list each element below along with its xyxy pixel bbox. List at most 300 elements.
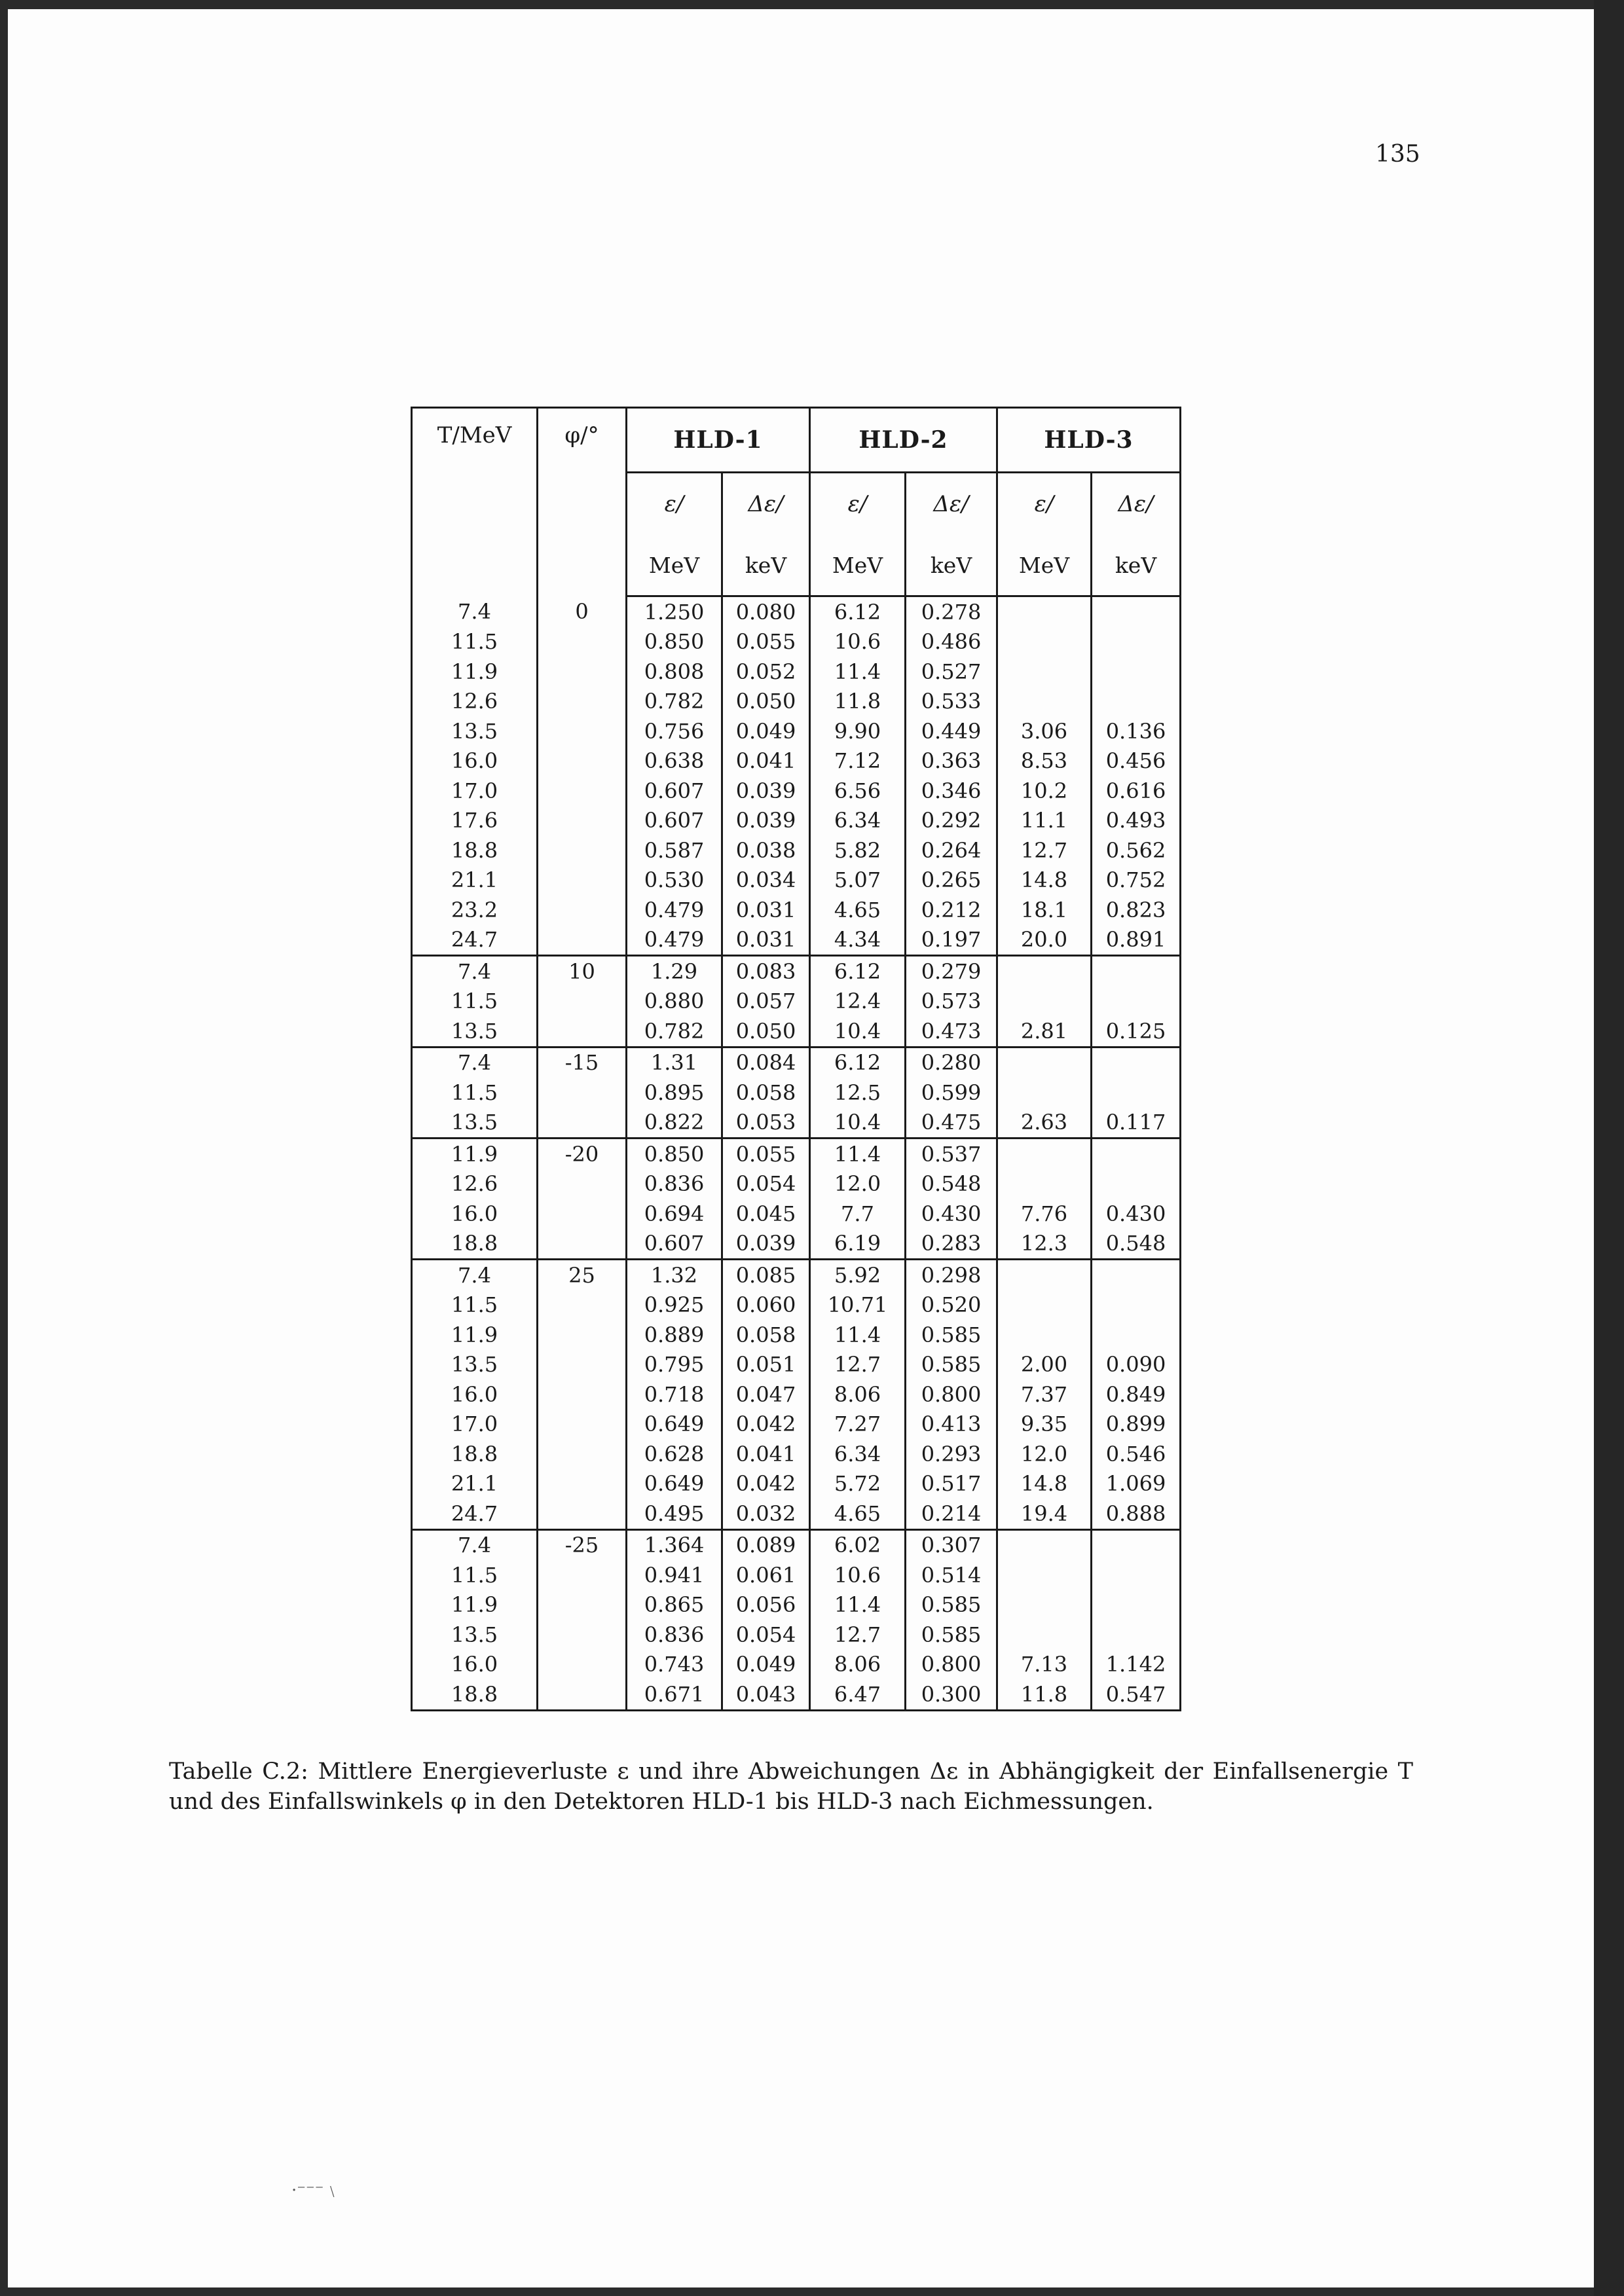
cell-hld3-eps: [997, 1047, 1092, 1078]
cell-hld1-deps: 0.084: [722, 1047, 810, 1078]
cell-hld3-eps: [997, 1290, 1092, 1321]
cell-hld3-eps: [997, 657, 1092, 687]
cell-hld1-deps: 0.042: [722, 1410, 810, 1440]
cell-hld1-eps: 0.649: [627, 1469, 722, 1499]
cell-hld1-eps: 0.756: [627, 716, 722, 746]
cell-hld3-eps: 11.1: [997, 806, 1092, 836]
cell-hld3-eps: 9.35: [997, 1410, 1092, 1440]
cell-hld3-eps: 12.7: [997, 835, 1092, 866]
table-row: [412, 866, 1181, 896]
cell-hld1-deps: 0.055: [722, 627, 810, 657]
cell-t-energy: 16.0: [451, 748, 498, 774]
cell-hld3-eps: [997, 987, 1092, 1017]
cell-hld1-deps: 0.058: [722, 1320, 810, 1350]
table-row: [412, 1016, 1181, 1047]
cell-hld3-eps: [997, 1320, 1092, 1350]
cell-hld3-eps: 20.0: [997, 925, 1092, 956]
cell-t-energy: 21.1: [451, 867, 498, 893]
cell-hld3-deps: 0.616: [1092, 776, 1181, 806]
cell-t-energy: 13.5: [451, 1352, 498, 1377]
cell-hld3-eps: [997, 596, 1092, 627]
cell-hld3-deps: [1092, 1047, 1181, 1078]
cell-hld1-eps: 0.649: [627, 1410, 722, 1440]
cell-hld2-eps: 5.72: [810, 1469, 906, 1499]
cell-hld3-eps: [997, 1590, 1092, 1620]
cell-phi-angle: [538, 1229, 627, 1260]
cell-hld1-deps: 0.089: [722, 1529, 810, 1560]
cell-hld3-deps: 0.090: [1092, 1350, 1181, 1380]
cell-hld3-deps: 1.142: [1092, 1650, 1181, 1680]
cell-phi-angle: -25: [538, 1529, 627, 1560]
cell-phi-angle: [538, 1350, 627, 1380]
header-unit: MeV: [810, 535, 906, 596]
cell-hld2-deps: 0.585: [906, 1620, 997, 1650]
cell-hld1-eps: 0.895: [627, 1078, 722, 1108]
cell-hld3-eps: [997, 627, 1092, 657]
cell-hld2-deps: 0.800: [906, 1379, 997, 1410]
table-row: [412, 746, 1181, 776]
header-hld1: HLD-1: [627, 408, 810, 473]
cell-hld2-eps: 8.06: [810, 1650, 906, 1680]
cell-phi-angle: -20: [538, 1139, 627, 1169]
cell-hld3-eps: 2.63: [997, 1108, 1092, 1139]
cell-phi-angle: [538, 716, 627, 746]
cell-hld1-deps: 0.050: [722, 1016, 810, 1047]
cell-t-energy: 17.0: [451, 1412, 498, 1437]
cell-t-energy: 11.5: [451, 629, 498, 655]
cell-hld2-eps: 7.7: [810, 1199, 906, 1229]
cell-hld1-deps: 0.060: [722, 1290, 810, 1321]
cell-hld3-eps: 12.3: [997, 1229, 1092, 1260]
cell-phi-angle: [538, 806, 627, 836]
cell-phi-angle: [538, 895, 627, 925]
table-row: [412, 1469, 1181, 1499]
cell-hld1-eps: 0.628: [627, 1439, 722, 1469]
table-row: [412, 1650, 1181, 1680]
cell-t-energy: 18.8: [451, 1681, 498, 1707]
cell-hld1-eps: 0.479: [627, 895, 722, 925]
cell-hld1-eps: 0.718: [627, 1379, 722, 1410]
cell-hld2-deps: 0.280: [906, 1047, 997, 1078]
cell-hld2-deps: 0.293: [906, 1439, 997, 1469]
cell-hld3-eps: 19.4: [997, 1499, 1092, 1529]
cell-t-energy: 17.6: [451, 808, 498, 833]
table-row: [412, 895, 1181, 925]
cell-phi-angle: [538, 1016, 627, 1047]
header-unit: MeV: [997, 535, 1092, 596]
cell-hld3-deps: 0.562: [1092, 835, 1181, 866]
cell-hld1-deps: 0.039: [722, 1229, 810, 1260]
header-phi-angle: φ/°: [538, 408, 627, 596]
cell-hld3-deps: 0.117: [1092, 1108, 1181, 1139]
cell-hld2-eps: 11.4: [810, 657, 906, 687]
cell-hld1-eps: 0.671: [627, 1679, 722, 1710]
header-symbol: Δε/: [1092, 473, 1181, 536]
cell-hld2-deps: 0.449: [906, 716, 997, 746]
cell-hld1-eps: 0.880: [627, 987, 722, 1017]
cell-hld3-eps: [997, 1529, 1092, 1560]
cell-t-energy: 13.5: [451, 1110, 498, 1135]
table-row: [412, 1529, 1181, 1560]
cell-hld2-eps: 5.07: [810, 866, 906, 896]
table-row: [412, 1199, 1181, 1229]
cell-hld3-eps: 14.8: [997, 866, 1092, 896]
cell-hld1-eps: 0.607: [627, 1229, 722, 1260]
cell-hld2-deps: 0.214: [906, 1499, 997, 1529]
cell-hld2-deps: 0.527: [906, 657, 997, 687]
cell-phi-angle: [538, 1108, 627, 1139]
table-caption: Tabelle C.2: Mittlere Energieverluste ε und ihre Abweichungen Δε in Abhängigkeit der Einfallsenergie T und des Einfallswinkels φ in den Detektoren HLD-1 bis HLD-3 nach Eichmessungen.: [169, 1758, 1413, 1815]
cell-hld2-deps: 0.585: [906, 1320, 997, 1350]
cell-phi-angle: [538, 687, 627, 717]
cell-hld3-eps: [997, 1620, 1092, 1650]
cell-hld1-deps: 0.032: [722, 1499, 810, 1529]
cell-hld3-eps: [997, 1139, 1092, 1169]
cell-hld1-deps: 0.031: [722, 895, 810, 925]
header-unit: keV: [722, 535, 810, 596]
cell-t-energy: 16.0: [451, 1381, 498, 1407]
cell-phi-angle: [538, 627, 627, 657]
cell-hld3-deps: [1092, 987, 1181, 1017]
table-row: [412, 1679, 1181, 1710]
cell-hld2-deps: 0.537: [906, 1139, 997, 1169]
scan-mark: ·⁻⁻⁻﹨: [291, 2181, 341, 2200]
table-row: [412, 1620, 1181, 1650]
table-row: [412, 1290, 1181, 1321]
cell-hld1-deps: 0.053: [722, 1108, 810, 1139]
cell-hld3-deps: 0.899: [1092, 1410, 1181, 1440]
cell-hld3-deps: 0.546: [1092, 1439, 1181, 1469]
cell-hld2-eps: 12.5: [810, 1078, 906, 1108]
cell-hld2-eps: 10.4: [810, 1108, 906, 1139]
cell-t-energy: 7.4: [412, 1260, 538, 1290]
cell-t-energy: 13.5: [451, 1018, 498, 1044]
header-symbol: ε/: [627, 473, 722, 536]
cell-hld1-deps: 0.080: [722, 596, 810, 627]
cell-hld1-deps: 0.041: [722, 746, 810, 776]
table-row: [412, 1078, 1181, 1108]
cell-hld1-eps: 0.808: [627, 657, 722, 687]
cell-hld2-deps: 0.514: [906, 1560, 997, 1590]
cell-hld1-eps: 0.530: [627, 866, 722, 896]
cell-hld1-eps: 0.941: [627, 1560, 722, 1590]
cell-hld3-deps: 0.888: [1092, 1499, 1181, 1529]
cell-hld2-deps: 0.486: [906, 627, 997, 657]
cell-hld2-eps: 6.12: [810, 1047, 906, 1078]
cell-hld3-deps: [1092, 1590, 1181, 1620]
cell-hld1-deps: 0.031: [722, 925, 810, 956]
cell-phi-angle: 0: [538, 596, 627, 627]
cell-hld2-eps: 9.90: [810, 716, 906, 746]
cell-hld3-eps: 8.53: [997, 746, 1092, 776]
cell-hld1-deps: 0.085: [722, 1260, 810, 1290]
cell-hld1-deps: 0.052: [722, 657, 810, 687]
header-unit: keV: [1092, 535, 1181, 596]
cell-phi-angle: [538, 1320, 627, 1350]
cell-hld1-deps: 0.047: [722, 1379, 810, 1410]
cell-t-energy: 18.8: [451, 1441, 498, 1467]
table-row: [412, 627, 1181, 657]
cell-phi-angle: [538, 1379, 627, 1410]
cell-t-energy: 7.4: [458, 599, 491, 624]
cell-t-energy: 18.8: [451, 1231, 498, 1256]
cell-t-energy: 12.6: [451, 1171, 498, 1197]
cell-hld3-deps: [1092, 1560, 1181, 1590]
cell-hld1-deps: 0.061: [722, 1560, 810, 1590]
table-row: [412, 1260, 1181, 1290]
cell-phi-angle: [538, 746, 627, 776]
cell-hld3-deps: [1092, 1620, 1181, 1650]
cell-hld2-eps: 10.4: [810, 1016, 906, 1047]
scan-edge: [1594, 0, 1624, 2296]
cell-hld3-deps: [1092, 627, 1181, 657]
cell-hld1-eps: 0.495: [627, 1499, 722, 1529]
cell-hld2-deps: 0.585: [906, 1350, 997, 1380]
cell-hld2-eps: 10.71: [810, 1290, 906, 1321]
cell-hld3-deps: 0.493: [1092, 806, 1181, 836]
cell-hld1-deps: 0.045: [722, 1199, 810, 1229]
cell-phi-angle: [538, 1499, 627, 1529]
cell-hld1-deps: 0.049: [722, 1650, 810, 1680]
table-row: [412, 1320, 1181, 1350]
cell-hld2-eps: 5.82: [810, 835, 906, 866]
table-row: [412, 1139, 1181, 1169]
cell-hld1-eps: 0.607: [627, 806, 722, 836]
cell-phi-angle: -15: [538, 1047, 627, 1078]
cell-hld1-eps: 0.836: [627, 1169, 722, 1199]
cell-hld2-deps: 0.307: [906, 1529, 997, 1560]
cell-hld3-eps: [997, 687, 1092, 717]
cell-hld2-deps: 0.548: [906, 1169, 997, 1199]
cell-t-energy: 21.1: [451, 1471, 498, 1497]
energy-loss-table: [411, 407, 1181, 1711]
cell-hld2-eps: 4.65: [810, 1499, 906, 1529]
cell-t-energy: 11.5: [451, 1562, 498, 1588]
cell-hld3-eps: [997, 956, 1092, 987]
cell-hld2-eps: 6.02: [810, 1529, 906, 1560]
cell-hld3-eps: 14.8: [997, 1469, 1092, 1499]
cell-hld2-deps: 0.585: [906, 1590, 997, 1620]
cell-hld3-deps: [1092, 1169, 1181, 1199]
cell-hld3-deps: [1092, 1139, 1181, 1169]
cell-phi-angle: [538, 1410, 627, 1440]
cell-hld2-deps: 0.292: [906, 806, 997, 836]
cell-hld2-deps: 0.475: [906, 1108, 997, 1139]
cell-hld1-deps: 0.043: [722, 1679, 810, 1710]
cell-hld2-eps: 6.12: [810, 596, 906, 627]
header-unit: MeV: [627, 535, 722, 596]
cell-hld3-eps: 11.8: [997, 1679, 1092, 1710]
cell-t-energy: 17.0: [451, 778, 498, 803]
cell-hld1-deps: 0.042: [722, 1469, 810, 1499]
cell-hld2-eps: 11.4: [810, 1139, 906, 1169]
cell-hld2-eps: 6.47: [810, 1679, 906, 1710]
cell-t-energy: 11.5: [451, 1292, 498, 1318]
cell-t-energy: 24.7: [451, 927, 498, 953]
cell-hld1-eps: 1.31: [627, 1047, 722, 1078]
cell-phi-angle: [538, 1679, 627, 1710]
cell-t-energy: 12.6: [451, 689, 498, 714]
cell-t-energy: 16.0: [451, 1652, 498, 1677]
cell-hld2-deps: 0.363: [906, 746, 997, 776]
cell-hld3-eps: [997, 1260, 1092, 1290]
table-row: [412, 1169, 1181, 1199]
cell-hld2-eps: 6.34: [810, 1439, 906, 1469]
cell-hld1-eps: 0.743: [627, 1650, 722, 1680]
table-row: [412, 657, 1181, 687]
table-body: [412, 596, 1181, 1711]
cell-t-energy: 7.4: [412, 1047, 538, 1078]
table-row: [412, 596, 1181, 627]
cell-hld2-deps: 0.413: [906, 1410, 997, 1440]
cell-t-energy: 11.9: [451, 1592, 498, 1618]
cell-hld3-deps: 0.125: [1092, 1016, 1181, 1047]
cell-hld1-eps: 0.865: [627, 1590, 722, 1620]
header-hld2: HLD-2: [810, 408, 997, 473]
cell-hld1-eps: 0.694: [627, 1199, 722, 1229]
cell-hld2-deps: 0.279: [906, 956, 997, 987]
cell-hld1-deps: 0.039: [722, 776, 810, 806]
table-row: [412, 1560, 1181, 1590]
cell-phi-angle: [538, 1650, 627, 1680]
cell-hld2-eps: 12.0: [810, 1169, 906, 1199]
cell-hld1-deps: 0.057: [722, 987, 810, 1017]
cell-phi-angle: [538, 1590, 627, 1620]
cell-hld3-deps: 0.849: [1092, 1379, 1181, 1410]
header-symbol: Δε/: [722, 473, 810, 536]
cell-hld3-deps: [1092, 657, 1181, 687]
cell-t-energy: 7.4: [412, 956, 538, 987]
cell-hld1-deps: 0.054: [722, 1620, 810, 1650]
cell-t-energy: 13.5: [451, 718, 498, 744]
header-symbol: ε/: [997, 473, 1092, 536]
cell-t-energy: 16.0: [451, 1201, 498, 1226]
cell-hld3-eps: [997, 1078, 1092, 1108]
cell-hld3-deps: [1092, 1078, 1181, 1108]
cell-phi-angle: 25: [538, 1260, 627, 1290]
cell-hld3-deps: [1092, 687, 1181, 717]
cell-hld2-eps: 12.7: [810, 1620, 906, 1650]
cell-phi-angle: [538, 1620, 627, 1650]
cell-hld2-deps: 0.599: [906, 1078, 997, 1108]
cell-hld2-deps: 0.473: [906, 1016, 997, 1047]
cell-hld3-eps: 3.06: [997, 716, 1092, 746]
cell-hld3-deps: [1092, 596, 1181, 627]
cell-hld2-eps: 4.65: [810, 895, 906, 925]
table-row: [412, 716, 1181, 746]
cell-phi-angle: [538, 657, 627, 687]
cell-hld3-eps: 7.76: [997, 1199, 1092, 1229]
cell-hld2-deps: 0.278: [906, 596, 997, 627]
cell-hld1-deps: 0.049: [722, 716, 810, 746]
cell-t-energy: 11.9: [412, 1139, 538, 1169]
cell-phi-angle: [538, 925, 627, 956]
cell-hld2-eps: 6.12: [810, 956, 906, 987]
cell-hld3-eps: 18.1: [997, 895, 1092, 925]
cell-hld1-eps: 0.782: [627, 687, 722, 717]
header-unit: keV: [906, 535, 997, 596]
cell-hld2-eps: 11.8: [810, 687, 906, 717]
cell-hld2-deps: 0.265: [906, 866, 997, 896]
cell-hld1-eps: 1.32: [627, 1260, 722, 1290]
cell-hld1-eps: 1.250: [627, 596, 722, 627]
cell-hld2-eps: 12.7: [810, 1350, 906, 1380]
table-row: [412, 776, 1181, 806]
cell-hld1-eps: 0.795: [627, 1350, 722, 1380]
cell-hld3-deps: 0.752: [1092, 866, 1181, 896]
cell-hld2-eps: 10.6: [810, 1560, 906, 1590]
table-row: [412, 1499, 1181, 1529]
cell-phi-angle: [538, 1469, 627, 1499]
cell-hld1-eps: 0.850: [627, 1139, 722, 1169]
cell-phi-angle: [538, 1439, 627, 1469]
cell-hld1-deps: 0.051: [722, 1350, 810, 1380]
cell-phi-angle: [538, 1290, 627, 1321]
cell-hld2-eps: 7.12: [810, 746, 906, 776]
cell-hld2-deps: 0.197: [906, 925, 997, 956]
cell-hld3-eps: 2.81: [997, 1016, 1092, 1047]
cell-hld1-eps: 0.889: [627, 1320, 722, 1350]
cell-hld2-deps: 0.800: [906, 1650, 997, 1680]
cell-hld3-deps: 0.891: [1092, 925, 1181, 956]
table-row: [412, 925, 1181, 956]
cell-hld1-deps: 0.038: [722, 835, 810, 866]
cell-t-energy: 13.5: [451, 1622, 498, 1647]
cell-t-energy: 23.2: [451, 897, 498, 922]
cell-hld1-eps: 1.364: [627, 1529, 722, 1560]
cell-hld2-deps: 0.520: [906, 1290, 997, 1321]
cell-phi-angle: [538, 776, 627, 806]
cell-t-energy: 18.8: [451, 837, 498, 863]
cell-hld1-eps: 0.822: [627, 1108, 722, 1139]
cell-t-energy: 11.5: [451, 1080, 498, 1105]
cell-hld3-deps: [1092, 956, 1181, 987]
cell-hld1-eps: 0.587: [627, 835, 722, 866]
cell-hld2-eps: 5.92: [810, 1260, 906, 1290]
cell-hld1-deps: 0.056: [722, 1590, 810, 1620]
cell-hld2-deps: 0.573: [906, 987, 997, 1017]
cell-hld1-eps: 0.479: [627, 925, 722, 956]
cell-hld3-eps: 10.2: [997, 776, 1092, 806]
cell-hld3-deps: [1092, 1260, 1181, 1290]
cell-hld1-deps: 0.039: [722, 806, 810, 836]
cell-hld1-deps: 0.050: [722, 687, 810, 717]
cell-hld2-eps: 6.34: [810, 806, 906, 836]
cell-hld1-deps: 0.058: [722, 1078, 810, 1108]
cell-hld3-deps: 0.547: [1092, 1679, 1181, 1710]
table-row: [412, 1590, 1181, 1620]
table-row: [412, 835, 1181, 866]
cell-hld2-deps: 0.283: [906, 1229, 997, 1260]
cell-hld3-deps: 0.136: [1092, 716, 1181, 746]
cell-hld2-eps: 7.27: [810, 1410, 906, 1440]
cell-phi-angle: [538, 1199, 627, 1229]
page-number: 135: [1375, 141, 1420, 168]
cell-hld3-deps: 0.823: [1092, 895, 1181, 925]
cell-hld3-eps: [997, 1560, 1092, 1590]
cell-hld2-deps: 0.298: [906, 1260, 997, 1290]
cell-hld1-deps: 0.055: [722, 1139, 810, 1169]
cell-hld1-deps: 0.083: [722, 956, 810, 987]
cell-hld2-eps: 12.4: [810, 987, 906, 1017]
cell-hld3-deps: 0.430: [1092, 1199, 1181, 1229]
cell-hld2-deps: 0.430: [906, 1199, 997, 1229]
cell-hld1-eps: 0.836: [627, 1620, 722, 1650]
table-row: [412, 1410, 1181, 1440]
cell-phi-angle: [538, 1560, 627, 1590]
table-row: [412, 987, 1181, 1017]
cell-phi-angle: [538, 1169, 627, 1199]
